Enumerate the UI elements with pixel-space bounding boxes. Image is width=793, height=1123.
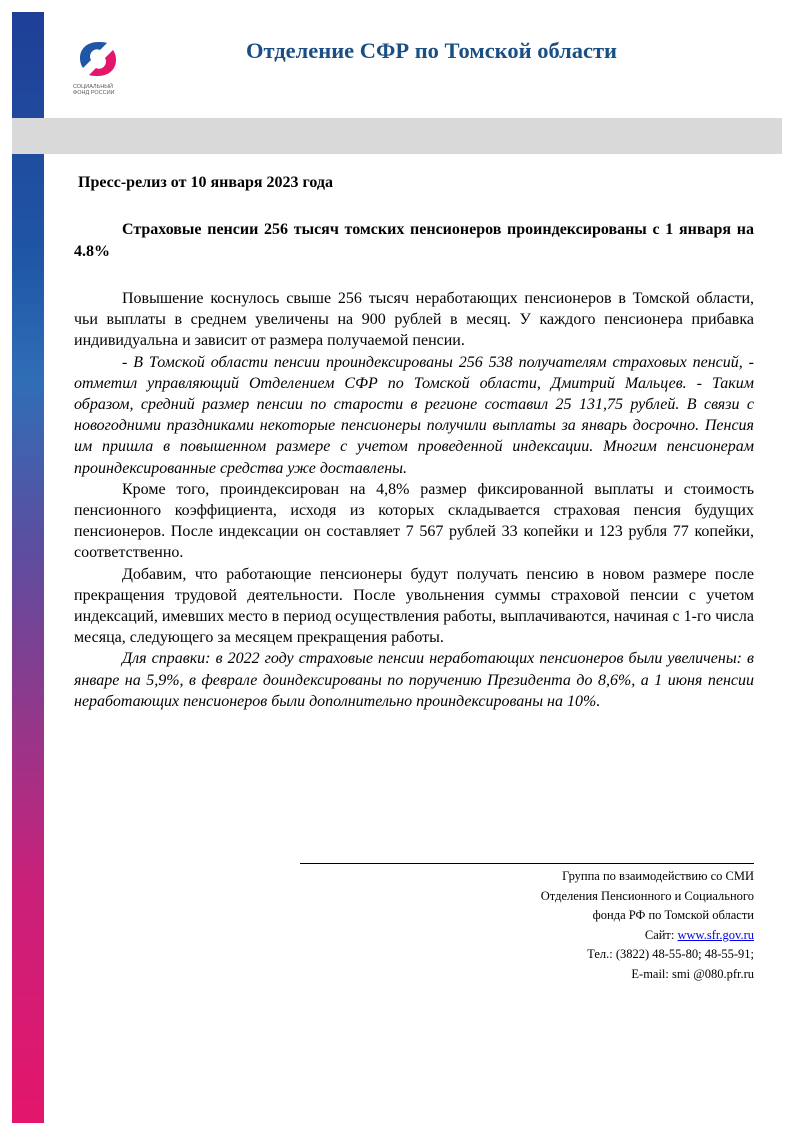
site-label: Сайт: — [644, 927, 678, 942]
contacts-group: Группа по взаимодействию со СМИ — [562, 869, 754, 883]
sfr-logo-icon — [74, 38, 122, 80]
paragraph-2-quote: - В Томской области пенсии проиндексированы 256 538 получателям страховых пенсий, - отметил управляющий Отделением СФР по Томской области, Дмитрий Мальцев. - Таким образом, средний размер пенсии по старости в регионе составил 25 131,75 рублей. В связи с новогодними праздниками некоторые пенсионеры получили выплаты за январь досрочно. Пенсия им пришла в повышенном размере с учетом проведенной индексации. Многим пенсионерам проиндексированные средства уже доставлены. — [74, 353, 754, 477]
headline: Страховые пенсии 256 тысяч томских пенсионеров проиндексированы с 1 января на 4.8% — [74, 221, 754, 260]
press-contacts — [400, 867, 754, 985]
paragraph-4: Добавим, что работающие пенсионеры будут получать пенсию в новом размере после прекращения трудовой деятельности. После увольнения суммы страховой пенсии с учетом индексаций, имевших место в период осуществления работы, выплачиваются, начиная с 1-го числа месяца, следующего за месяцем прекращения работы. — [74, 565, 754, 647]
header-divider-band — [12, 118, 782, 154]
logo-caption — [73, 84, 115, 96]
press-release-date: Пресс-релиз от 10 января 2023 года — [78, 174, 334, 191]
paragraph-5-reference: Для справки: в 2022 году страховые пенсии неработающих пенсионеров были увеличены: в январе на 5,9%, в феврале доиндексированы по поручению Президента до 8,6%, а 1 июня пенсии неработающих пенсионеров были дополнительно проиндексированы на 10%. — [74, 650, 754, 710]
contacts-phone: Тел.: (3822) 48-55-80; 48-55-91; — [587, 947, 754, 962]
site-link[interactable]: www.sfr.gov.ru — [677, 927, 754, 942]
signature-divider — [300, 863, 754, 864]
paragraph-1: Повышение коснулось свыше 256 тысяч неработающих пенсионеров в Томской области, чьи выплаты в среднем увеличены на 900 рублей в месяц. У каждого пенсионера прибавка индивидуальна и зависит от размера получаемой пенсии. — [74, 290, 754, 350]
contacts-site — [400, 926, 754, 946]
logo-caption-line-2: ФОНД РОССИИ — [73, 90, 115, 96]
logo-caption-line-1: СОЦИАЛЬНЫЙ — [73, 84, 114, 90]
article-body — [74, 288, 754, 712]
contacts-department: Отделения Пенсионного и Социального — [540, 888, 754, 903]
decorative-sidebar-stripe — [12, 12, 44, 1123]
paragraph-3: Кроме того, проиндексирован на 4,8% размер фиксированной выплаты и стоимость пенсионного коэффициента, исходя из которых складывается страховая пенсия будущих пенсионеров. После индексации он составляет 7 567 рублей 33 копейки и 123 рубля 77 копейки, соответственно. — [74, 480, 754, 562]
contacts-region: фонда РФ по Томской области — [592, 908, 754, 923]
contacts-email: E-mail: smi @080.pfr.ru — [631, 966, 754, 981]
sfr-logo — [70, 38, 126, 100]
org-title: Отделение СФР по Томской области — [246, 38, 618, 63]
